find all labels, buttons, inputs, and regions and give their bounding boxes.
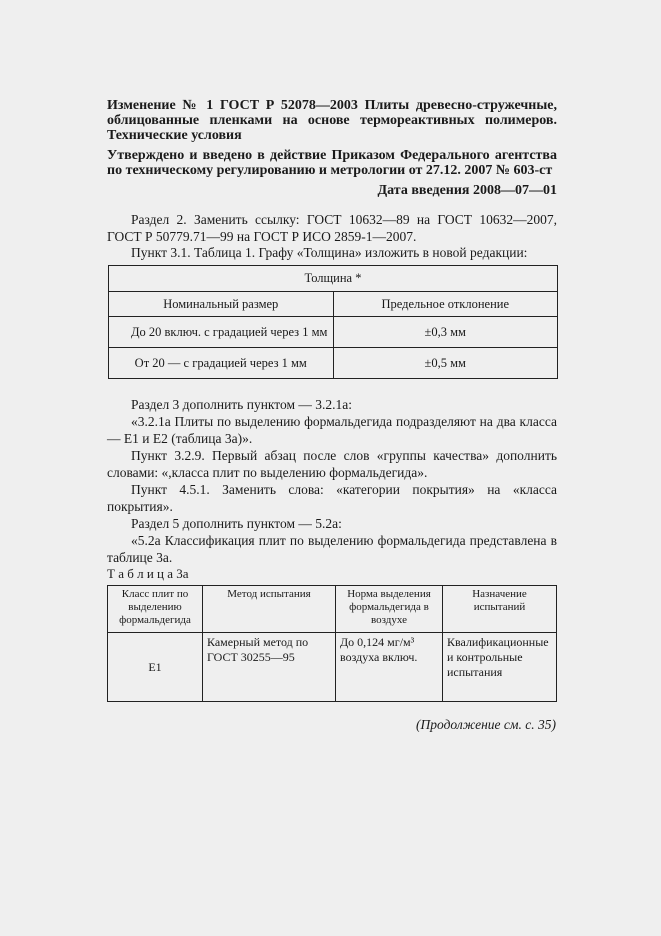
effective-date: Дата введения 2008—07—01 xyxy=(377,183,557,198)
table1-row2-size: От 20 — с градацией через 1 мм xyxy=(109,348,334,379)
table1-col-tolerance: Предельное отклонение xyxy=(333,292,558,317)
table3a-header-class: Класс плит по выделению формальдегида xyxy=(108,586,203,633)
approval-statement: Утверждено и введено в действие Приказом Федерального агентства по техническому регулированию и метрологии от 27.12. 2007 № 603-ст xyxy=(107,148,557,178)
table1-col-nominal: Номинальный размер xyxy=(109,292,334,317)
table3a-row-purpose: Квалификационные и контрольные испытания xyxy=(443,633,557,702)
amendment-title: Изменение № 1 ГОСТ Р 52078—2003 Плиты древесно-стружечные, облицованные пленками на основе термореактивных полимеров. Технические условия xyxy=(107,98,557,143)
paragraph-451: Пункт 4.5.1. Заменить слова: «категории покрытия» на «класса покрытия». xyxy=(107,482,557,514)
table3a-row-method: Камерный метод по ГОСТ 30255—95 xyxy=(203,633,336,702)
table3a-header-norm: Норма выделения формальдегида в воздухе xyxy=(336,586,443,633)
paragraph-section3: Раздел 3 дополнить пунктом — 3.2.1а: xyxy=(131,397,353,412)
table3a-row-class: Е1 xyxy=(108,633,203,702)
table1-row1-tol: ±0,3 мм xyxy=(333,317,558,348)
paragraph-52a: «5.2а Классификация плит по выделению формальдегида представлена в таблице 3а. xyxy=(107,533,557,565)
paragraph-clause31: Пункт 3.1. Таблица 1. Графу «Толщина» изложить в новой редакции: xyxy=(131,245,528,260)
paragraph-329: Пункт 3.2.9. Первый абзац после слов «группы качества» дополнить словами: «,класса плит по выделению формальдегида». xyxy=(107,448,557,480)
table1-header: Толщина * xyxy=(109,266,558,292)
paragraph-321a: «3.2.1а Плиты по выделению формальдегида подразделяют на два класса — Е1 и Е2 (таблица 3а)». xyxy=(107,414,557,446)
table3a-header-purpose: Назначение испытаний xyxy=(443,586,557,633)
table3a-caption: Т а б л и ц а 3а xyxy=(107,566,189,581)
paragraph-section5: Раздел 5 дополнить пунктом — 5.2а: xyxy=(131,516,342,531)
formaldehyde-table xyxy=(107,585,557,702)
table3a-row-norm: До 0,124 мг/м³ воздуха включ. xyxy=(336,633,443,702)
thickness-table xyxy=(108,265,558,379)
table1-row2-tol: ±0,5 мм xyxy=(333,348,558,379)
table3a-header-method: Метод испытания xyxy=(203,586,336,633)
paragraph-section2: Раздел 2. Заменить ссылку: ГОСТ 10632—89 на ГОСТ 10632—2007, ГОСТ Р 50779.71—99 на ГОСТ Р ИСО 2859-1—2007. xyxy=(107,212,557,244)
continuation-note: (Продолжение см. с. 35) xyxy=(416,717,556,732)
table1-row1-size: До 20 включ. с градацией через 1 мм xyxy=(109,317,334,348)
